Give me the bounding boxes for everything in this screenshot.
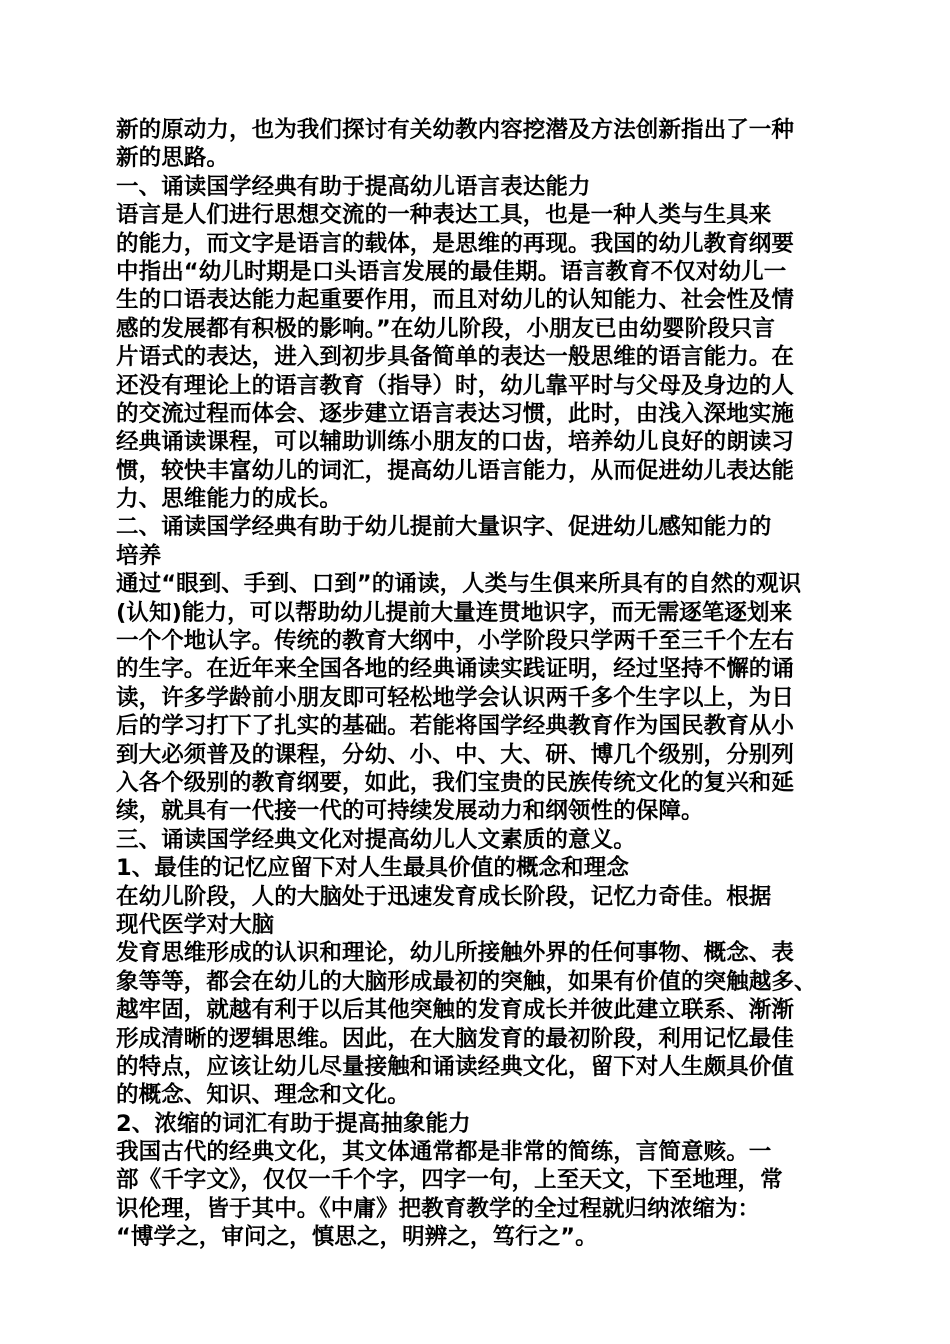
text-line: 现代医学对大脑 [116,911,275,938]
text-line: “博学之，审问之，慎思之，明辨之，笃行之”。 [116,1224,598,1251]
text-line: 经典诵读课程，可以辅助训练小朋友的口齿，培养幼儿良好的朗读习 [116,429,795,456]
text-line: 感的发展都有积极的影响。”在幼儿阶段，小朋友已由幼婴阶段只言 [116,315,776,342]
text-line: 部《千字文》，仅仅一千个字，四字一句，上至天文，下至地理，常 [116,1167,783,1194]
text-line: 象等等，都会在幼儿的大脑形成最初的突触，如果有价值的突触越多、 [116,968,817,995]
text-line: 新的原动力，也为我们探讨有关幼教内容挖潜及方法创新指出了一种 [116,117,795,143]
section-heading-2: 二、诵读国学经典有助于幼儿提前大量识字、促进幼儿感知能力的 [116,514,772,541]
section-heading-1: 一、诵读国学经典有助于提高幼儿语言表达能力 [116,173,591,200]
subsection-heading-1: 1、最佳的记忆应留下对人生最具价值的概念和理念 [116,855,629,882]
text-line: 的生字。在近年来全国各地的经典诵读实践证明，经过坚持不懈的诵 [116,656,795,683]
text-line: 新的思路。 [116,145,230,172]
text-line: 读，许多学龄前小朋友即可轻松地学会认识两千多个生字以上，为日 [116,684,795,711]
text-line: 发育思维形成的认识和理论，幼儿所接触外界的任何事物、概念、表 [116,940,795,967]
text-line: 惯，较快丰富幼儿的词汇，提高幼儿语言能力，从而促进幼儿表达能 [116,457,795,484]
text-line: 的交流过程而体会、逐步建立语言表达习惯，此时，由浅入深地实施 [116,400,795,427]
text-line: 一个个地认字。传统的教育大纲中，小学阶段只学两千至三千个左右 [116,628,795,655]
text-line: 力、思维能力的成长。 [116,486,343,513]
text-line: 片语式的表达，进入到初步具备简单的表达一般思维的语言能力。在 [116,344,795,371]
text-line: (认知)能力，可以帮助幼儿提前大量连贯地识字，而无需逐笔逐划来 [116,599,793,626]
text-line: 到大必须普及的课程，分幼、小、中、大、研、博几个级别，分别列 [116,741,795,768]
document-page [116,116,846,1252]
text-line: 语言是人们进行思想交流的一种表达工具，也是一种人类与生具来 [116,202,772,229]
text-line: 还没有理论上的语言教育（指导）时，幼儿靠平时与父母及身边的人 [116,372,795,399]
text-line: 入各个级别的教育纲要，如此，我们宝贵的民族传统文化的复兴和延 [116,769,795,796]
text-line: 后的学习打下了扎实的基础。若能将国学经典教育作为国民教育从小 [116,713,795,740]
section-heading-3: 三、诵读国学经典文化对提高幼儿人文素质的意义。 [116,826,636,853]
text-line: 在幼儿阶段，人的大脑处于迅速发育成长阶段，记忆力奇佳。根据 [116,883,772,910]
text-line: 续，就具有一代接一代的可持续发展动力和纲领性的保障。 [116,798,704,825]
text-line: 越牢固，就越有利于以后其他突触的发育成长并彼此建立联系、渐渐 [116,997,795,1024]
text-line: 的特点，应该让幼儿尽量接触和诵读经典文化，留下对人生颇具价值 [116,1053,795,1080]
text-line: 我国古代的经典文化，其文体通常都是非常的简练，言简意赅。一 [116,1139,772,1166]
text-line: 生的口语表达能力起重要作用，而且对幼儿的认知能力、社会性及情 [116,287,795,314]
text-line: 形成清晰的逻辑思维。因此，在大脑发育的最初阶段，利用记忆最佳 [116,1025,795,1052]
subsection-heading-2: 2、浓缩的词汇有助于提高抽象能力 [116,1110,471,1137]
text-line: 识伦理，皆于其中。《中庸》把教育教学的全过程就归纳浓缩为： [116,1195,761,1222]
text-line: 的能力，而文字是语言的载体，是思维的再现。我国的幼儿教育纲要 [116,230,795,257]
section-heading-2-cont: 培养 [116,542,162,569]
text-line: 通过“眼到、手到、口到”的诵读，人类与生俱来所具有的自然的观识 [116,571,802,598]
text-line: 的概念、知识、理念和文化。 [116,1082,410,1109]
text-line: 中指出“幼儿时期是口头语言发展的最佳期。语言教育不仅对幼儿一 [116,258,787,285]
